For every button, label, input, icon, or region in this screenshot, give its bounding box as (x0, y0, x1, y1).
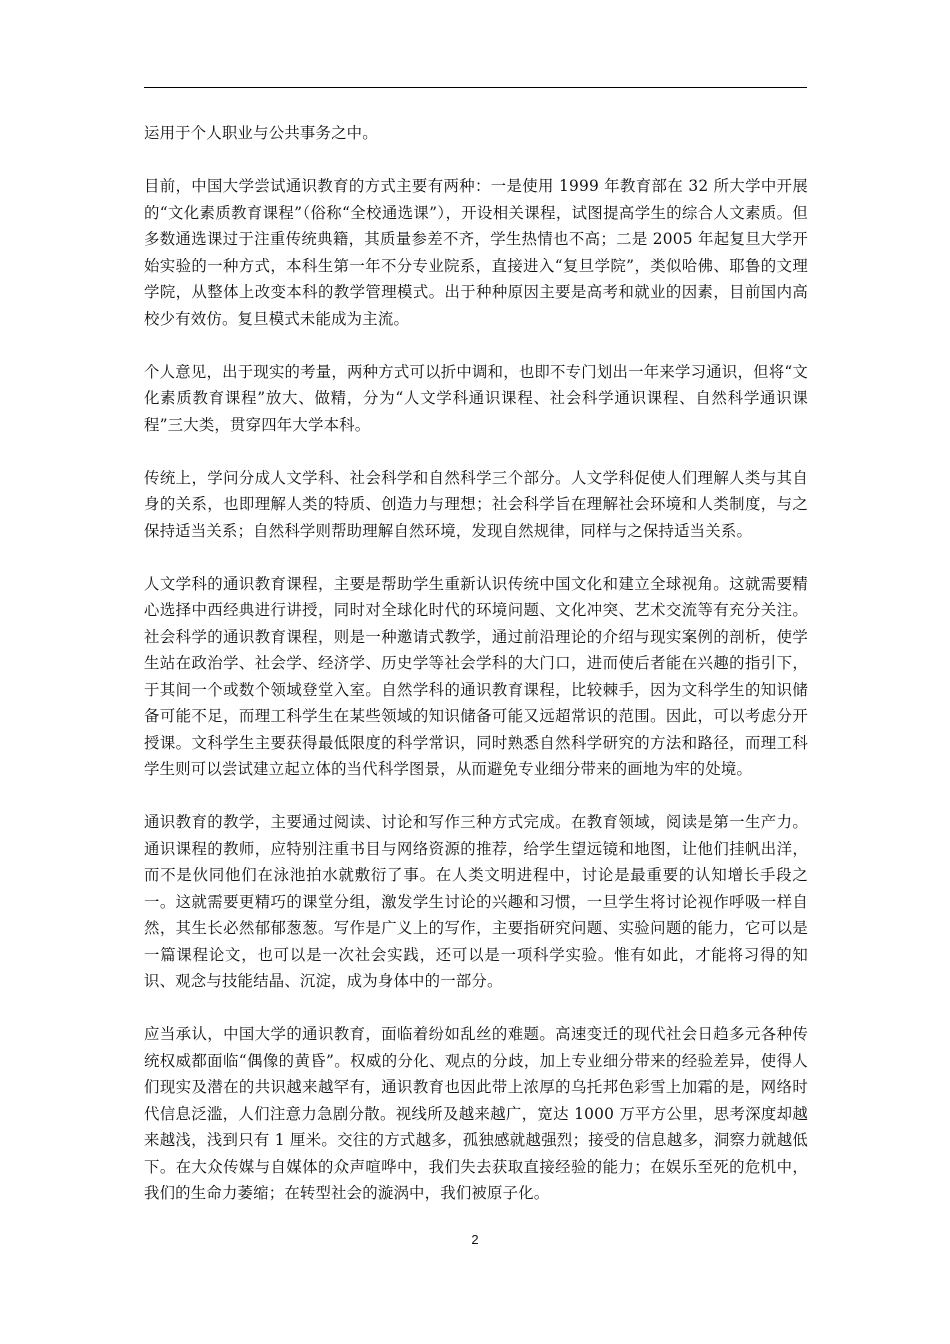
page-number: 2 (471, 1232, 479, 1247)
paragraph-6: 通识教育的教学，主要通过阅读、讨论和写作三种方式完成。在教育领域，阅读是第一生产力。通识课程的教师，应特别注重书目与网络资源的推荐，给学生望远镜和地图，让他们挂帆出洋，而不是伙同他们在泳池拍水就敷衍了事。在人类文明进程中，讨论是最重要的认知增长手段之一。这就需要更精巧的课堂分组，激发学生讨论的兴趣和习惯，一旦学生将讨论视作呼吸一样自然，其生长必然郁郁葱葱。写作是广义上的写作，主要指研究问题、实验问题的能力，它可以是一篇课程论文，也可以是一次社会实践，还可以是一项科学实验。惟有如此，才能将习得的知识、观念与技能结晶、沉淀，成为身体中的一部分。 (144, 813, 808, 990)
paragraph-2: 目前，中国大学尝试通识教育的方式主要有两种：一是使用 1999 年教育部在 32 所大学中开展的“文化素质教育课程”（俗称“全校通选课”），开设相关课程，试图提高学生的综合人文素质。但多数通选课过于注重传统典籍，其质量参差不齐，学生热情也不高；二是 2005 年起复旦大学开始实验的一种方式，本科生第一年不分专业院系，直接进入“复旦学院”，类似哈佛、耶鲁的文理学院，从整体上改变本科的教学管理模式。出于种种原因主要是高考和就业的因素，目前国内高校少有效仿。复旦模式未能成为主流。 (144, 177, 808, 328)
paragraph-5: 人文学科的通识教育课程，主要是帮助学生重新认识传统中国文化和建立全球视角。这就需要精心选择中西经典进行讲授，同时对全球化时代的环境问题、文化冲突、艺术交流等有充分关注。社会科学的通识教育课程，则是一种邀请式教学，通过前沿理论的介绍与现实案例的剖析，使学生站在政治学、社会学、经济学、历史学等社会学科的大门口，进而使后者能在兴趣的指引下，于其间一个或数个领域登堂入室。自然学科的通识教育课程，比较棘手，因为文科学生的知识储备可能不足，而理工科学生在某些领域的知识储备可能又远超常识的范围。因此，可以考虑分开授课。文科学生主要获得最低限度的科学常识，同时熟悉自然科学研究的方法和路径，而理工科学生则可以尝试建立起立体的当代科学图景，从而避免专业细分带来的画地为牢的处境。 (144, 574, 808, 778)
header-rule (144, 87, 807, 88)
paragraph-7: 应当承认，中国大学的通识教育，面临着纷如乱丝的难题。高速变迁的现代社会日趋多元各种传统权威都面临“偶像的黄昏”。权威的分化、观点的分歧，加上专业细分带来的经验差异，使得人们现实及潜在的共识越来越罕有，通识教育也因此带上浓厚的乌托邦色彩雪上加霜的是，网络时代信息泛滥，人们注意力急剧分散。视线所及越来越广，宽达 1000 万平方公里，思考深度却越来越浅，浅到只有 1 厘米。交往的方式越多，孤独感就越强烈；接受的信息越多，洞察力就越低下。在大众传媒与自媒体的众声喧哗中，我们失去获取直接经验的能力；在娱乐至死的危机中，我们的生命力萎缩；在转型社会的漩涡中，我们被原子化。 (144, 1025, 808, 1202)
body-text (144, 120, 808, 1233)
paragraph-1: 运用于个人职业与公共事务之中。 (144, 124, 378, 142)
paragraph-4: 传统上，学问分成人文学科、社会科学和自然科学三个部分。人文学科促使人们理解人类与其自身的关系，也即理解人类的特质、创造力与理想；社会科学旨在理解社会环境和人类制度，与之保持适当关系；自然科学则帮助理解自然环境，发现自然规律，同样与之保持适当关系。 (144, 468, 808, 540)
paragraph-3: 个人意见，出于现实的考量，两种方式可以折中调和，也即不专门划出一年来学习通识，但将“文化素质教育课程”放大、做精，分为“人文学科通识课程、社会科学通识课程、自然科学通识课程”三大类，贯穿四年大学本科。 (144, 362, 808, 434)
